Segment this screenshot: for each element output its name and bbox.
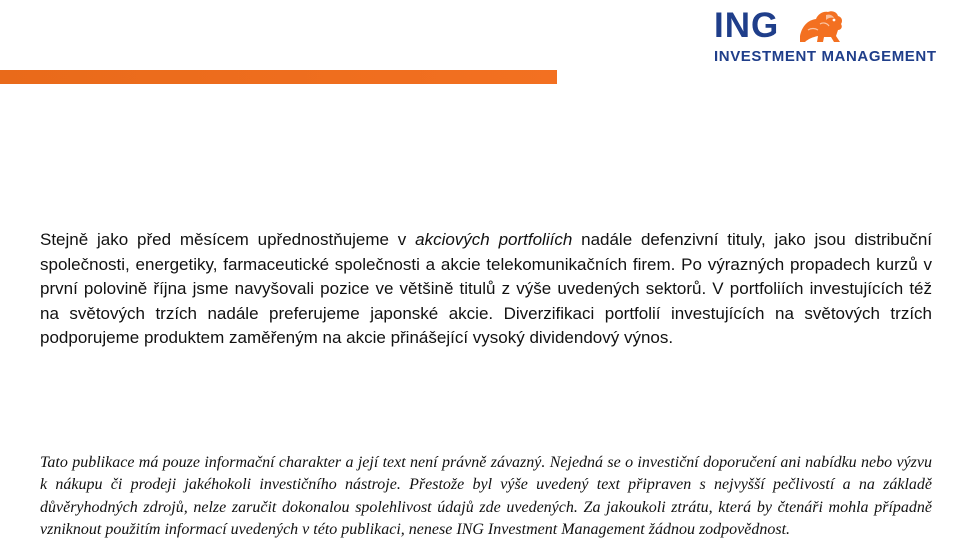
orange-accent-bar [0, 70, 557, 84]
logo-subtitle: INVESTMENT MANAGEMENT [714, 48, 937, 65]
logo-brand-text: ING [714, 6, 780, 45]
main-text-part2: nadále defenzivní tituly, jako jsou distribuční společnosti, energetiky, farmaceutické společnosti a akcie telekomunikačních firem. Po výrazných propadech kurzů v první polovině října jsme navyšovali pozice ve většině titulů z výše uvedených sektorů. V portfoliích investujících též na světových trzích nadále preferujeme japonské akcie. Diverzifikaci portfolií investujících na světových trzích podporujeme produktem zaměřeným na akcie přinášející vysoký dividendový výnos. [40, 230, 932, 348]
main-text-emphasis: akciových portfoliích [415, 230, 573, 249]
main-text-part1: Stejně jako před měsícem upřednostňujeme v [40, 230, 416, 249]
main-paragraph [40, 228, 932, 351]
ing-logo [708, 6, 954, 72]
lion-icon [796, 6, 846, 46]
disclaimer-paragraph: Tato publikace má pouze informační charakter a její text není právně závazný. Nejedná se o investiční doporučení ani nabídku nebo výzvu k nákupu či prodeji jakéhokoli investičního nástroje. Přestože byl výše uvedený text připraven s nejvyšší pečlivostí a na základě důvěryhodných zdrojů, nelze zaručit dokonalou spolehlivost údajů zde uvedených. Za jakoukoli ztrátu, která by čtenáři mohla případně vzniknout použitím informací uvedených v této publikaci, nenese ING Investment Management žádnou zodpovědnost. [40, 454, 932, 539]
